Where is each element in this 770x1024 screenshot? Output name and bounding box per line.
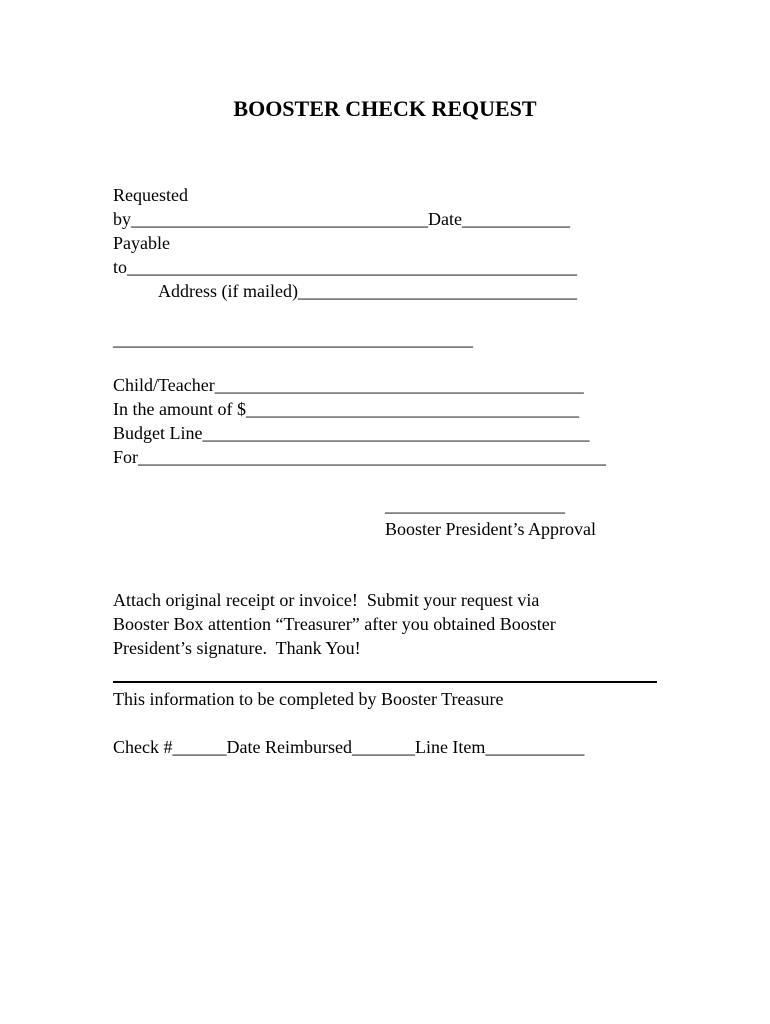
treasurer-fields[interactable]: Check #______Date Reimbursed_______Line Item___________ bbox=[113, 737, 585, 757]
budget-line-field[interactable]: Budget Line___________________________________________ bbox=[113, 423, 590, 443]
instructions-line-1: Attach original receipt or invoice! Submit your request via bbox=[113, 590, 540, 610]
address-continuation-field[interactable]: ________________________________________ bbox=[113, 329, 473, 349]
section-divider bbox=[113, 681, 657, 683]
approval-label: Booster President’s Approval bbox=[385, 519, 596, 539]
instructions-line-2: Booster Box attention “Treasurer” after you obtained Booster bbox=[113, 614, 556, 634]
form-title: BOOSTER CHECK REQUEST bbox=[233, 96, 537, 121]
address-field[interactable]: Address (if mailed)_______________________________ bbox=[158, 281, 577, 301]
instructions-line-3: President’s signature. Thank You! bbox=[113, 638, 361, 658]
payable-label: Payable bbox=[113, 233, 170, 253]
requested-by-date-field[interactable]: by_________________________________Date____________ bbox=[113, 209, 570, 229]
treasurer-note: This information to be completed by Booster Treasure bbox=[113, 689, 504, 709]
child-teacher-field[interactable]: Child/Teacher_________________________________________ bbox=[113, 375, 584, 395]
approval-signature-line[interactable]: ____________________ bbox=[385, 495, 565, 515]
requested-label: Requested bbox=[113, 185, 188, 205]
for-field[interactable]: For____________________________________________________ bbox=[113, 447, 607, 467]
amount-field[interactable]: In the amount of $_____________________________________ bbox=[113, 399, 579, 419]
payable-to-field[interactable]: to__________________________________________________ bbox=[113, 257, 578, 277]
